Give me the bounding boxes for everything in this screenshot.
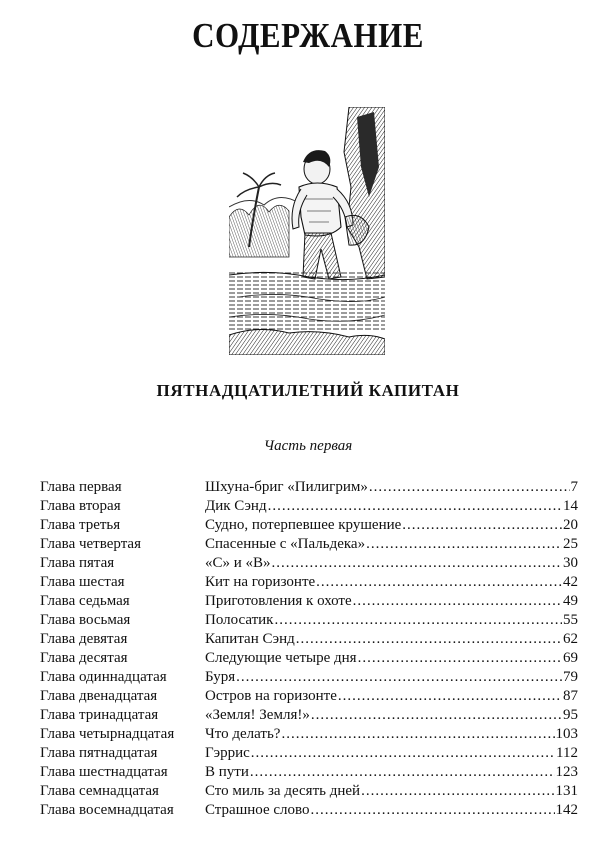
page-number: 49 (563, 593, 578, 609)
dot-leader (272, 554, 562, 573)
dot-leader (402, 516, 562, 535)
chapter-title: Что делать? (205, 726, 281, 742)
chapter-title: Спасенные с «Пальдека» (205, 536, 366, 552)
chapter-label: Глава четырнадцатая (40, 726, 175, 742)
page-number: 14 (563, 498, 578, 514)
chapter-title: Судно, потерпевшее крушение (205, 517, 402, 533)
chapter-label: Глава пятая (40, 555, 115, 571)
toc-row (40, 782, 578, 801)
page-number: 69 (563, 650, 578, 666)
page-number: 87 (563, 688, 578, 704)
dot-leader (316, 573, 562, 592)
dot-leader (268, 497, 562, 516)
chapter-title: В пути (205, 764, 249, 780)
part-title: Часть первая (263, 438, 353, 454)
page-number: 55 (563, 612, 578, 628)
toc-row (40, 763, 578, 782)
dot-leader (361, 782, 554, 801)
chapter-title-cell (205, 573, 578, 592)
page-number: 42 (563, 574, 578, 590)
chapter-title: Приготовления к охоте (205, 593, 352, 609)
toc-row (40, 744, 578, 763)
page-number: 95 (563, 707, 578, 723)
page-number: 142 (555, 802, 578, 818)
chapter-label: Глава первая (40, 479, 122, 495)
chapter-title: Буря (205, 669, 236, 685)
illustration (229, 107, 385, 355)
chapter-title-cell (205, 725, 578, 744)
toc-row (40, 554, 578, 573)
chapter-label: Глава восемнадцатая (40, 802, 174, 818)
dot-leader (251, 744, 555, 763)
chapter-label: Глава вторая (40, 498, 121, 514)
toc-row (40, 706, 578, 725)
chapter-title: Остров на горизонте (205, 688, 337, 704)
table-of-contents (40, 478, 578, 820)
chapter-title: Кит на горизонте (205, 574, 316, 590)
toc-row (40, 630, 578, 649)
chapter-label: Глава тринадцатая (40, 707, 159, 723)
chapter-title: Шхуна-бриг «Пилигрим» (205, 479, 368, 495)
dot-leader (369, 478, 570, 497)
chapter-label: Глава десятая (40, 650, 128, 666)
page-number: 103 (555, 726, 578, 742)
page-number: 30 (563, 555, 578, 571)
chapter-label: Глава двенадцатая (40, 688, 158, 704)
chapter-title: Капитан Сэнд (205, 631, 295, 647)
chapter-title: «Земля! Земля!» (205, 707, 310, 723)
toc-row (40, 478, 578, 497)
page-number: 112 (556, 745, 578, 761)
chapter-label: Глава шестая (40, 574, 125, 590)
page-number: 25 (563, 536, 578, 552)
chapter-title-cell (205, 668, 578, 687)
chapter-title-cell (205, 497, 578, 516)
dot-leader (311, 801, 555, 820)
chapter-label: Глава девятая (40, 631, 128, 647)
chapter-title-cell (205, 516, 578, 535)
page-number: 79 (563, 669, 578, 685)
chapter-title: Следующие четыре дня (205, 650, 357, 666)
chapter-title-cell (205, 535, 578, 554)
chapter-title: Полосатик (205, 612, 274, 628)
chapter-label: Глава третья (40, 517, 121, 533)
chapter-title-cell (205, 706, 578, 725)
chapter-title-cell (205, 801, 578, 820)
chapter-title: Гэррис (205, 745, 250, 761)
chapter-title: Дик Сэнд (205, 498, 267, 514)
chapter-label: Глава четвертая (40, 536, 141, 552)
chapter-title-cell (205, 649, 578, 668)
dot-leader (281, 725, 554, 744)
page-number: 131 (555, 783, 578, 799)
dot-leader (353, 592, 562, 611)
toc-row (40, 801, 578, 820)
dot-leader (366, 535, 562, 554)
chapter-label: Глава семнадцатая (40, 783, 159, 799)
toc-row (40, 687, 578, 706)
dot-leader (274, 611, 562, 630)
toc-row (40, 573, 578, 592)
dot-leader (236, 668, 562, 687)
toc-row (40, 725, 578, 744)
engraving-icon (229, 107, 385, 355)
chapter-title-cell (205, 687, 578, 706)
dot-leader (250, 763, 555, 782)
chapter-label: Глава одиннадцатая (40, 669, 167, 685)
page-number: 20 (563, 517, 578, 533)
chapter-title-cell (205, 611, 578, 630)
toc-row (40, 649, 578, 668)
book-title: ПЯТНАДЦАТИЛЕТНИЙ КАПИТАН (156, 381, 460, 400)
toc-row (40, 592, 578, 611)
chapter-label: Глава седьмая (40, 593, 130, 609)
dot-leader (338, 687, 562, 706)
toc-row (40, 497, 578, 516)
chapter-title: Страшное слово (205, 802, 310, 818)
page-number: 123 (555, 764, 578, 780)
chapter-title-cell (205, 763, 578, 782)
chapter-title-cell (205, 554, 578, 573)
chapter-title: Сто миль за десять дней (205, 783, 361, 799)
chapter-title: «С» и «В» (205, 555, 271, 571)
page-number: 62 (563, 631, 578, 647)
dot-leader (311, 706, 562, 725)
chapter-title-cell (205, 478, 578, 497)
chapter-label: Глава восьмая (40, 612, 131, 628)
toc-row (40, 535, 578, 554)
dot-leader (296, 630, 562, 649)
toc-row (40, 668, 578, 687)
chapter-title-cell (205, 744, 578, 763)
dot-leader (358, 649, 562, 668)
toc-row (40, 611, 578, 630)
chapter-label: Глава шестнадцатая (40, 764, 168, 780)
toc-row (40, 516, 578, 535)
chapter-title-cell (205, 630, 578, 649)
chapter-title-cell (205, 782, 578, 801)
chapter-title-cell (205, 592, 578, 611)
page-number: 7 (570, 479, 578, 495)
chapter-label: Глава пятнадцатая (40, 745, 158, 761)
page-title: СОДЕРЖАНИЕ (192, 15, 424, 56)
